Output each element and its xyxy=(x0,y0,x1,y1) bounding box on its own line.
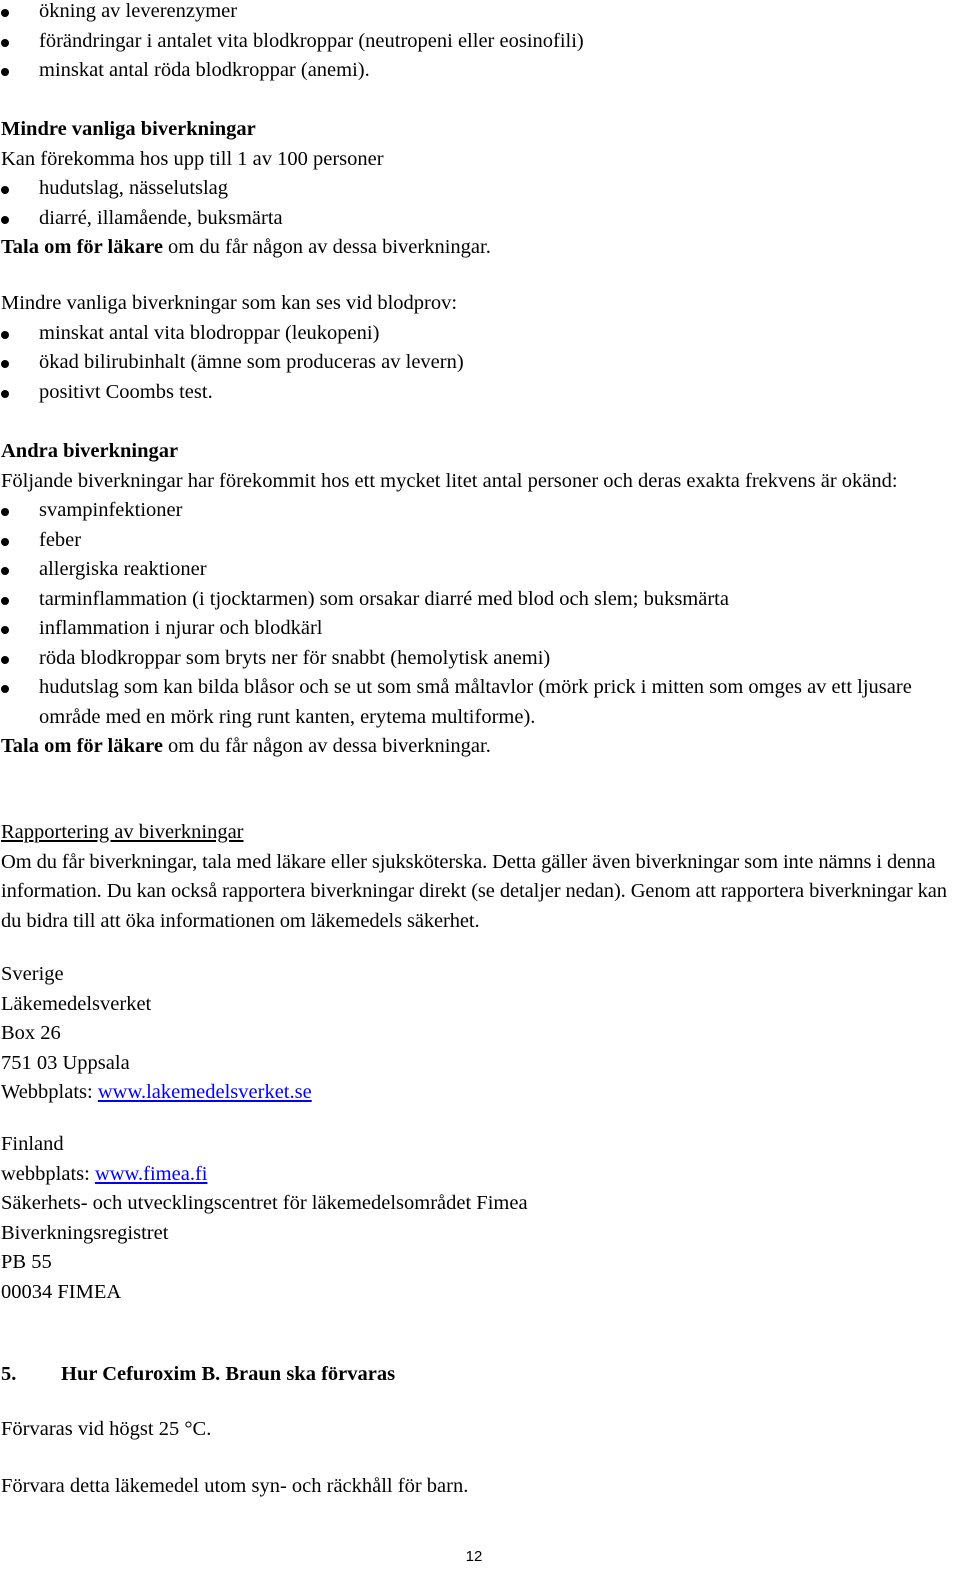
list-item: tarminflammation (i tjocktarmen) som orsakar diarré med blod och slem; buksmärta xyxy=(1,585,956,615)
finland-pb: PB 55 xyxy=(1,1251,52,1273)
finland-agency: Säkerhets- och utvecklingscentret för läkemedelsområdet Fimea xyxy=(1,1192,528,1214)
blood-test-section xyxy=(1,289,956,407)
sweden-box: Box 26 xyxy=(1,1022,61,1044)
reporting-section xyxy=(1,818,956,936)
reporting-text: Om du får biverkningar, tala med läkare eller sjuksköterska. Detta gäller även biverkningar som inte nämns i denna information. Du kan också rapportera biverkningar direkt (se detaljer nedan). Genom att rapportera biverkningar kan du bidra till att öka informationen om läkemedels säkerhet. xyxy=(1,850,947,932)
finland-contact xyxy=(1,1130,956,1307)
bullet-icon xyxy=(1,508,9,516)
bullet-icon xyxy=(1,390,9,398)
bullet-icon xyxy=(1,9,9,17)
bullet-icon xyxy=(1,216,9,224)
sweden-agency: Läkemedelsverket xyxy=(1,992,152,1015)
bullet-icon xyxy=(1,186,9,194)
list-item: svampinfektioner xyxy=(1,496,956,526)
section-5-heading xyxy=(1,1360,395,1390)
list-item: hudutslag som kan bilda blåsor och se ut som små måltavlor (mörk prick i mitten som omges av ett ljusare område med en mörk ring runt kanten, erytema multiforme). xyxy=(1,673,951,732)
list-item: feber xyxy=(1,526,956,556)
list-item: förändringar i antalet vita blodkroppar (neutropeni eller eosinofili) xyxy=(1,27,956,57)
bullet-icon xyxy=(1,685,9,693)
uncommon-list xyxy=(1,174,956,233)
fimea-link[interactable]: www.fimea.fi xyxy=(94,1162,208,1185)
finland-registry: Biverkningsregistret xyxy=(1,1221,169,1244)
section-5-title: Hur Cefuroxim B. Braun ska förvaras xyxy=(61,1363,396,1385)
bullet-icon xyxy=(1,567,9,575)
list-item: diarré, illamående, buksmärta xyxy=(1,204,956,234)
other-heading: Andra biverkningar xyxy=(1,440,179,462)
uncommon-frequency: Kan förekomma hos upp till 1 av 100 personer xyxy=(1,147,384,170)
bullet-icon xyxy=(1,626,9,634)
list-item: hudutslag, nässelutslag xyxy=(1,174,956,204)
uncommon-section xyxy=(1,115,956,263)
sweden-city: 751 03 Uppsala xyxy=(1,1051,130,1074)
list-item: ökad bilirubinhalt (ämne som produceras av levern) xyxy=(1,348,956,378)
storage-children: Förvara detta läkemedel utom syn- och räckhåll för barn. xyxy=(1,1475,469,1497)
list-item: inflammation i njurar och blodkärl xyxy=(1,614,956,644)
bullet-icon xyxy=(1,597,9,605)
sweden-country: Sverige xyxy=(1,963,64,985)
finland-country: Finland xyxy=(1,1133,64,1155)
list-item: minskat antal röda blodkroppar (anemi). xyxy=(1,56,956,86)
list-item: positivt Coombs test. xyxy=(1,378,956,408)
blood-test-list xyxy=(1,319,956,408)
sweden-contact xyxy=(1,960,956,1108)
other-intro: Följande biverkningar har förekommit hos ett mycket litet antal personer och deras exakta frekvens är okänd: xyxy=(1,469,898,492)
bullet-icon xyxy=(1,538,9,546)
list-item: ökning av leverenzymer xyxy=(1,0,956,27)
list-item: minskat antal vita blodroppar (leukopeni) xyxy=(1,319,956,349)
sweden-web: Webbplats: www.lakemedelsverket.se xyxy=(1,1081,312,1103)
other-list xyxy=(1,496,956,732)
bullet-icon xyxy=(1,656,9,664)
bullet-icon xyxy=(1,68,9,76)
top-side-effects-list xyxy=(1,0,956,86)
section-5-number: 5. xyxy=(1,1363,17,1385)
uncommon-tell-doctor: Tala om för läkare om du får någon av dessa biverkningar. xyxy=(1,236,491,258)
lakemedelsverket-link[interactable]: www.lakemedelsverket.se xyxy=(97,1081,312,1103)
list-item: allergiska reaktioner xyxy=(1,555,956,585)
reporting-heading: Rapportering av biverkningar xyxy=(1,821,244,843)
list-item: röda blodkroppar som bryts ner för snabbt (hemolytisk anemi) xyxy=(1,644,956,674)
bullet-icon xyxy=(1,331,9,339)
bullet-icon xyxy=(1,39,9,47)
finland-web: webbplats: www.fimea.fi xyxy=(1,1162,208,1185)
other-section xyxy=(1,437,956,762)
storage-temp: Förvaras vid högst 25 °C. xyxy=(1,1418,212,1440)
page-number: 12 xyxy=(465,1548,483,1565)
bullet-icon xyxy=(1,360,9,368)
other-tell-doctor: Tala om för läkare om du får någon av dessa biverkningar. xyxy=(1,735,491,757)
finland-postcode: 00034 FIMEA xyxy=(1,1280,122,1303)
blood-test-intro: Mindre vanliga biverkningar som kan ses vid blodprov: xyxy=(1,292,458,314)
uncommon-heading: Mindre vanliga biverkningar xyxy=(1,118,256,140)
